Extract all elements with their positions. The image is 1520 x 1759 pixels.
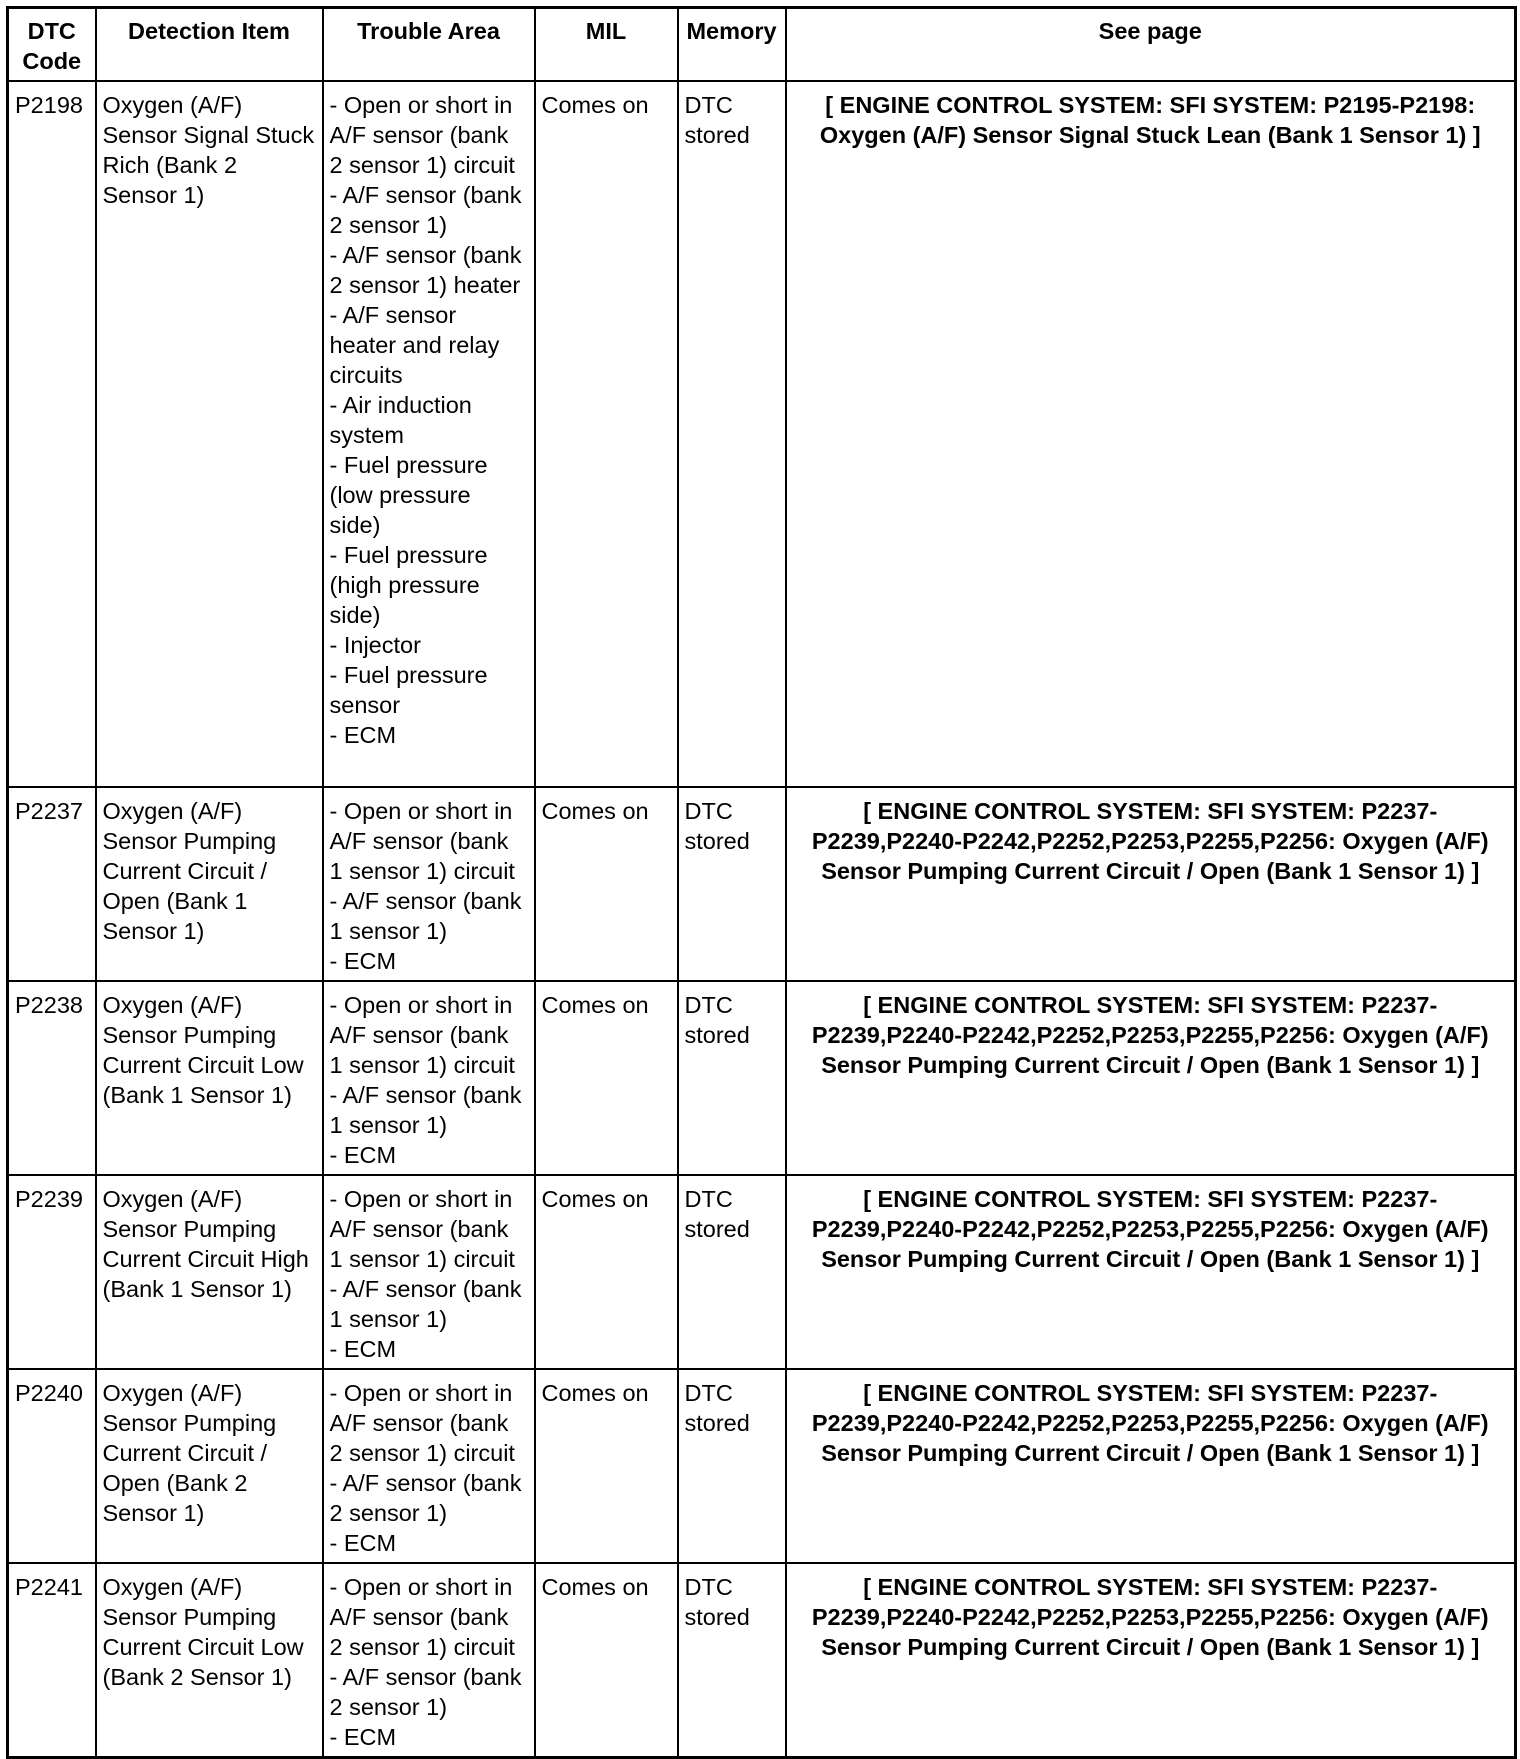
dtc-code-cell: P2240 <box>8 1369 96 1563</box>
trouble-area-cell <box>323 1175 535 1369</box>
trouble-area-line: - A/F sensor (bank 1 sensor 1) <box>329 888 522 944</box>
see-page-link[interactable]: [ ENGINE CONTROL SYSTEM: SFI SYSTEM: P2237-P2239,P2240-P2242,P2252,P2253,P2255,P2256: Oxygen (A/F) Sensor Pumping Current Circuit / Open (Bank 1 Sensor 1) ] <box>786 1369 1516 1563</box>
header-dtc-code: DTC Code <box>8 8 96 82</box>
trouble-area-line: - A/F sensor (bank 2 sensor 1) heater <box>329 242 522 298</box>
detection-item-cell: Oxygen (A/F) Sensor Pumping Current Circuit High (Bank 1 Sensor 1) <box>96 1175 323 1369</box>
mil-cell: Comes on <box>535 981 678 1175</box>
memory-cell: DTC stored <box>678 787 786 981</box>
trouble-area-line: - Open or short in A/F sensor (bank 1 sensor 1) circuit <box>329 798 515 884</box>
trouble-area-line: - A/F sensor (bank 2 sensor 1) <box>329 1664 522 1720</box>
trouble-area-line: - A/F sensor (bank 2 sensor 1) <box>329 1470 522 1526</box>
dtc-code-cell: P2241 <box>8 1563 96 1758</box>
trouble-area-line: - ECM <box>329 948 397 974</box>
memory-cell: DTC stored <box>678 981 786 1175</box>
trouble-area-line: - Fuel pressure sensor <box>329 662 488 718</box>
trouble-area-line: - Fuel pressure (low pressure side) <box>329 452 488 538</box>
detection-item-cell: Oxygen (A/F) Sensor Pumping Current Circuit Low (Bank 2 Sensor 1) <box>96 1563 323 1758</box>
trouble-area-cell <box>323 1563 535 1758</box>
mil-cell: Comes on <box>535 81 678 787</box>
trouble-area-line: - Fuel pressure (high pressure side) <box>329 542 488 628</box>
trouble-area-line: - A/F sensor heater and relay circuits <box>329 302 500 388</box>
mil-cell: Comes on <box>535 1563 678 1758</box>
header-see-page: See page <box>786 8 1516 82</box>
trouble-area-line: - ECM <box>329 1530 397 1556</box>
memory-cell: DTC stored <box>678 1369 786 1563</box>
dtc-code-cell: P2198 <box>8 81 96 787</box>
table-row <box>8 81 1516 787</box>
mil-cell: Comes on <box>535 787 678 981</box>
trouble-area-line: - ECM <box>329 1336 397 1362</box>
trouble-area-line: - Open or short in A/F sensor (bank 2 sensor 1) circuit <box>329 92 515 178</box>
detection-item-cell: Oxygen (A/F) Sensor Pumping Current Circuit / Open (Bank 1 Sensor 1) <box>96 787 323 981</box>
mil-cell: Comes on <box>535 1175 678 1369</box>
header-trouble-area: Trouble Area <box>323 8 535 82</box>
table-row <box>8 981 1516 1175</box>
trouble-area-cell <box>323 81 535 787</box>
trouble-area-line: - Open or short in A/F sensor (bank 2 sensor 1) circuit <box>329 1380 515 1466</box>
trouble-area-cell <box>323 787 535 981</box>
trouble-area-line: - A/F sensor (bank 1 sensor 1) <box>329 1276 522 1332</box>
trouble-area-line: - Air induction system <box>329 392 472 448</box>
trouble-area-line: - ECM <box>329 1142 397 1168</box>
table-row <box>8 1563 1516 1758</box>
header-detection-item: Detection Item <box>96 8 323 82</box>
see-page-link[interactable]: [ ENGINE CONTROL SYSTEM: SFI SYSTEM: P2237-P2239,P2240-P2242,P2252,P2253,P2255,P2256: Oxygen (A/F) Sensor Pumping Current Circuit / Open (Bank 1 Sensor 1) ] <box>786 981 1516 1175</box>
see-page-link[interactable]: [ ENGINE CONTROL SYSTEM: SFI SYSTEM: P2195-P2198: Oxygen (A/F) Sensor Signal Stuck Lean (Bank 1 Sensor 1) ] <box>786 81 1516 787</box>
dtc-table <box>6 6 1517 1759</box>
table-row <box>8 1175 1516 1369</box>
trouble-area-line: - ECM <box>329 722 397 748</box>
see-page-link[interactable]: [ ENGINE CONTROL SYSTEM: SFI SYSTEM: P2237-P2239,P2240-P2242,P2252,P2253,P2255,P2256: Oxygen (A/F) Sensor Pumping Current Circuit / Open (Bank 1 Sensor 1) ] <box>786 787 1516 981</box>
detection-item-cell: Oxygen (A/F) Sensor Pumping Current Circuit Low (Bank 1 Sensor 1) <box>96 981 323 1175</box>
trouble-area-line: - A/F sensor (bank 1 sensor 1) <box>329 1082 522 1138</box>
trouble-area-line: - A/F sensor (bank 2 sensor 1) <box>329 182 522 238</box>
trouble-area-cell <box>323 1369 535 1563</box>
memory-cell: DTC stored <box>678 81 786 787</box>
detection-item-cell: Oxygen (A/F) Sensor Pumping Current Circuit / Open (Bank 2 Sensor 1) <box>96 1369 323 1563</box>
dtc-code-cell: P2239 <box>8 1175 96 1369</box>
detection-item-cell: Oxygen (A/F) Sensor Signal Stuck Rich (Bank 2 Sensor 1) <box>96 81 323 787</box>
trouble-area-cell <box>323 981 535 1175</box>
trouble-area-line: - Open or short in A/F sensor (bank 1 sensor 1) circuit <box>329 1186 515 1272</box>
header-mil: MIL <box>535 8 678 82</box>
memory-cell: DTC stored <box>678 1175 786 1369</box>
header-memory: Memory <box>678 8 786 82</box>
trouble-area-line: - Injector <box>329 632 421 658</box>
table-row <box>8 1369 1516 1563</box>
see-page-link[interactable]: [ ENGINE CONTROL SYSTEM: SFI SYSTEM: P2237-P2239,P2240-P2242,P2252,P2253,P2255,P2256: Oxygen (A/F) Sensor Pumping Current Circuit / Open (Bank 1 Sensor 1) ] <box>786 1563 1516 1758</box>
mil-cell: Comes on <box>535 1369 678 1563</box>
header-row <box>8 8 1516 82</box>
dtc-code-cell: P2238 <box>8 981 96 1175</box>
memory-cell: DTC stored <box>678 1563 786 1758</box>
trouble-area-line: - Open or short in A/F sensor (bank 2 sensor 1) circuit <box>329 1574 515 1660</box>
table-row <box>8 787 1516 981</box>
trouble-area-line: - ECM <box>329 1724 397 1750</box>
trouble-area-line: - Open or short in A/F sensor (bank 1 sensor 1) circuit <box>329 992 515 1078</box>
dtc-code-cell: P2237 <box>8 787 96 981</box>
see-page-link[interactable]: [ ENGINE CONTROL SYSTEM: SFI SYSTEM: P2237-P2239,P2240-P2242,P2252,P2253,P2255,P2256: Oxygen (A/F) Sensor Pumping Current Circuit / Open (Bank 1 Sensor 1) ] <box>786 1175 1516 1369</box>
